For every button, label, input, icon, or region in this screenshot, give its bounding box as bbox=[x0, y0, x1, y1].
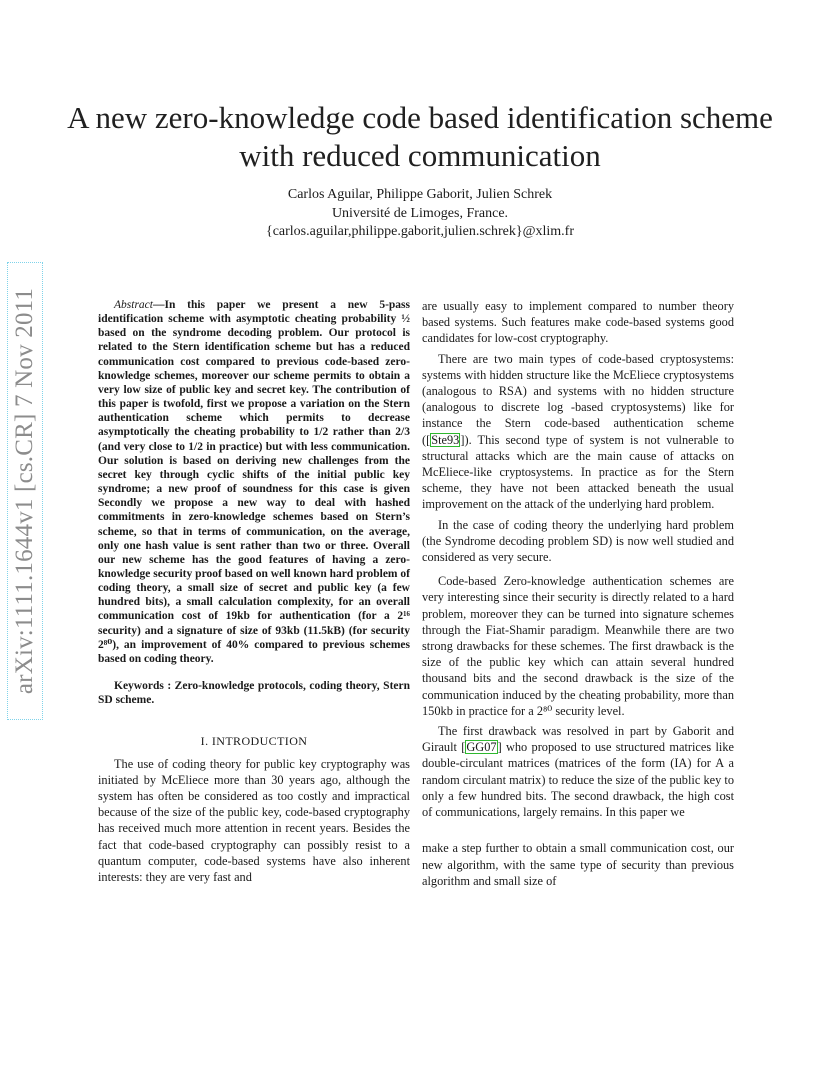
paragraph-text: ] who proposed to use structured matrices like double-circulant matrices (matrices of the form (IA) for A a random circulant matrix) to reduce the size of the public key to only a few hundred bits. The second drawback, the high cost of communications, largely remains. In this paper we bbox=[422, 740, 734, 820]
left-column bbox=[98, 298, 410, 885]
body-paragraph: make a step further to obtain a small communication cost, our new algorithm, with the same type of security than previous algorithm and small size of bbox=[422, 841, 734, 888]
abstract-text: —In this paper we present a new 5-pass identification scheme with asymptotic cheating probability ½ based on the syndrome decoding problem. Our protocol is related to the Stern identification scheme but has a reduced communication cost compared to previous code-based zero-knowledge schemes, moreover our scheme permits to obtain a very low size of public key and secret key. The contribution of this paper is twofold, first we propose a variation on the Stern authentication scheme which permits to decrease asymptotically the cheating probability to 1/2 rather than 2/3 (and very close to 1/2 in practice) but with less communication. Our solution is based on deriving new challenges from the secret key through cyclic shifts of the initial public key syndrome; a new proof of soundness for this case is given Secondly we propose a new way to deal with hashed commitments in zero-knowledge schemes based on Stern’s scheme, so that in terms of communication, on the average, only one hash value is sent rather than two or three. Overall our new scheme has the good features of having a zero-knowledge security proof based on well known hard problem of coding theory, a small size of secret and public key (a few hundred bits), a small calculation complexity, for an overall communication cost of 19kb for authentication (for a 2¹⁶ security) and a signature of size of 93kb (11.5kB) (for security 2⁸⁰), an improvement of 40% compared to previous schemes based on coding theory. bbox=[98, 299, 410, 665]
author-block bbox=[60, 186, 780, 242]
section-heading-introduction: I. INTRODUCTION bbox=[200, 734, 308, 749]
author-names: Carlos Aguilar, Philippe Gaborit, Julien Schrek bbox=[287, 187, 553, 202]
arxiv-identifier-stamp bbox=[7, 262, 43, 720]
intro-paragraph: The use of coding theory for public key cryptography was initiated by McEliece more than 30 years ago, although the system has often be considered as too costly and impractical because of the size of the public key, code-based cryptography has received much more attention in recent years. Besides the fact that code-based cryptography can possibly resist to a quantum computer, code-based systems have also inherent interests: they are very fast and bbox=[98, 756, 410, 885]
abstract-label: Abstract bbox=[114, 299, 153, 311]
body-paragraph: In the case of coding theory the underlying hard problem (the Syndrome decoding problem SD) is now well studied and considered as very secure. bbox=[422, 517, 734, 565]
paragraph-text: The first drawback was resolved in part by Gaborit and Girault [ bbox=[422, 724, 734, 755]
page-gap bbox=[422, 820, 734, 840]
author-affiliation: Université de Limoges, France. bbox=[331, 205, 509, 221]
paragraph-text: There are two main types of code-based cryptosystems: systems with hidden structure like the McEliece cryptosystems (analogous to RSA) and systems with no hidden structure (analogous to discrete log -based cryptosystems) like for instance the Stern code-based authentication scheme ([ bbox=[422, 351, 734, 447]
abstract bbox=[98, 298, 410, 666]
citation-link-gg07[interactable]: GG07 bbox=[466, 740, 497, 755]
keywords: Keywords : Zero-knowledge protocols, coding theory, Stern SD scheme. bbox=[98, 680, 410, 707]
paragraph-text: ]). This second type of system is not vulnerable to structural attacks which are the main cause of attacks on McEliece-like cryptosystems. In practice as for the Stern scheme, they have not been attacked beneath the usual improvement on the attack of the underlying hard problem. bbox=[422, 432, 734, 512]
paper-title: A new zero-knowledge code based identification scheme with reduced communication bbox=[67, 100, 773, 173]
body-paragraph: are usually easy to implement compared to number theory based systems. Such features make code-based systems good candidates for low-cost cryptography. bbox=[422, 299, 734, 346]
body-paragraph bbox=[422, 723, 734, 820]
right-column bbox=[422, 298, 734, 889]
body-paragraph: Code-based Zero-knowledge authentication schemes are very interesting since their security is directly related to a hard problem, moreover they can be turned into signature schemes through the Fiat-Shamir paradigm. Meanwhile there are two strong drawbacks for these schemes. The first drawback is the size of the public key which can attain several hundred thousand bits and the second drawback is the size of the communication induced by the cheating probability, more than 150kb in practice for a 2⁸⁰ security level. bbox=[422, 574, 734, 718]
arxiv-identifier: arXiv:1111.1644v1 [cs.CR] 7 Nov 2011 bbox=[11, 287, 38, 695]
author-email: {carlos.aguilar,philippe.gaborit,julien.schrek}@xlim.fr bbox=[265, 224, 575, 239]
body-paragraph bbox=[422, 351, 734, 513]
citation-link-ste93[interactable]: Ste93 bbox=[431, 432, 460, 447]
